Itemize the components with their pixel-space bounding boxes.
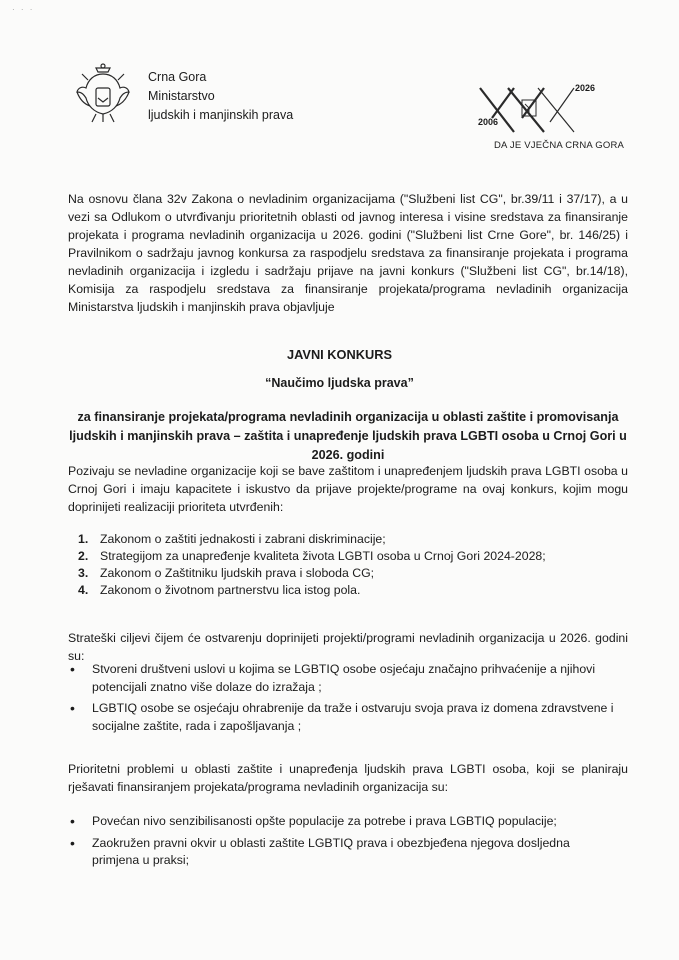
bullet-icon: • — [70, 834, 75, 851]
jubilee-year-right: 2026 — [575, 83, 596, 93]
goals-intro: Strateški ciljevi čijem će ostvarenju doprinijeti projekti/programi nevladinih organizacija u 2026. godini su: — [68, 631, 628, 663]
ministry-line-1: Ministarstvo — [148, 89, 215, 103]
problems-list — [70, 813, 620, 874]
ministry-line-2: ljudskih i manjinskih prava — [148, 108, 294, 122]
priorities-list — [78, 531, 618, 599]
document-title: JAVNI KONKURS — [287, 347, 392, 362]
scan-artifact: · · · — [12, 5, 35, 14]
invite-paragraph: Pozivaju se nevladine organizacije koji se bave zaštitom i unapređenjem ljudskih prava LGBTI osoba u Crnoj Gori i imaju kapacitete i iskustvo da prijave projekte/programe na ovaj konkurs, kojim mogu doprinijeti realizaciji prioriteta utvrđenih: — [68, 464, 628, 514]
bullet-icon: • — [70, 813, 75, 829]
list-item: 3. Zakonom o Zaštitniku ljudskih prava i sloboda CG; — [78, 566, 375, 580]
intro-paragraph: Na osnovu člana 32v Zakona o nevladinim organizacijama ("Službeni list CG", br.39/11 i 37/17), a u vezi sa Odlukom o utvrđivanju prioritetnih oblasti od javnog interesa i visine sredstava za finansiranje projekata i programa nevladinih organizacija u 2026. godini ("Službeni list Crne Gore", br. 146/25) i Pravilnikom o sadržaju javnog konkursa za raspodjelu sredstava za finansiranje projekata i programa nevladinih organizacija i izgledu i sadržaju prijave na javni konkurs ("Službeni list CG", br.14/18), Komisija za raspodjelu sredstava za finansiranje projekata/programa nevladinih organizacija Ministarstva ljudskih i manjinskih prava objavljuje — [68, 192, 628, 314]
bullet-icon: • — [70, 700, 75, 716]
coat-of-arms-icon — [74, 62, 132, 126]
country-label: Crna Gora — [148, 70, 207, 84]
contest-subtitle: za finansiranje projekata/programa nevladinih organizacija u oblasti zaštite i promovisanja ljudskih i manjinskih prava – zaštita i unapređenje ljudskih prava LGBTI osoba u Crnoj Gori u 2026. godini — [69, 410, 627, 462]
goals-list — [70, 661, 620, 739]
ministry-name — [148, 68, 293, 125]
list-item: • Povećan nivo senzibilisanosti opšte populacije za potrebe i prava LGBTIQ populacije; — [70, 813, 557, 829]
list-item: • LGBTIQ osobe se osjećaju ohrabrenije da traže i ostvaruju svoja prava iz domena zdravstvene i socijalne zaštite, rada i zapošljavanja ; — [70, 700, 620, 735]
jubilee-year-left: 2006 — [478, 117, 499, 127]
bullet-icon: • — [70, 661, 75, 677]
jubilee-slogan: DA JE VJEČNA CRNA GORA — [494, 140, 625, 151]
list-item: 4. Zakonom o životnom partnerstvu lica istog pola. — [78, 583, 361, 597]
list-item: • Stvoreni društveni uslovi u kojima se LGBTIQ osobe osjećaju značajno prihvaćenije a njihovi potencijali znatno više dolaze do izražaja ; — [70, 661, 620, 696]
program-name: “Naučimo ljudska prava” — [265, 376, 414, 390]
list-item: 2. Strategijom za unapređenje kvaliteta života LGBTI osoba u Crnoj Gori 2024-2028; — [78, 549, 546, 563]
list-item: • Zaokružen pravni okvir u oblasti zaštite LGBTIQ prava i obezbjeđena njegova dosljedna primjena u praksi; — [70, 835, 620, 870]
list-item: 1. Zakonom o zaštiti jednakosti i zabrani diskriminacije; — [78, 532, 386, 546]
problems-intro: Prioritetni problemi u oblasti zaštite i unapređenja ljudskih prava LGBTI osoba, koji se planiraju rješavati finansiranjem projekata/programa nevladinih organizacija su: — [68, 762, 628, 794]
